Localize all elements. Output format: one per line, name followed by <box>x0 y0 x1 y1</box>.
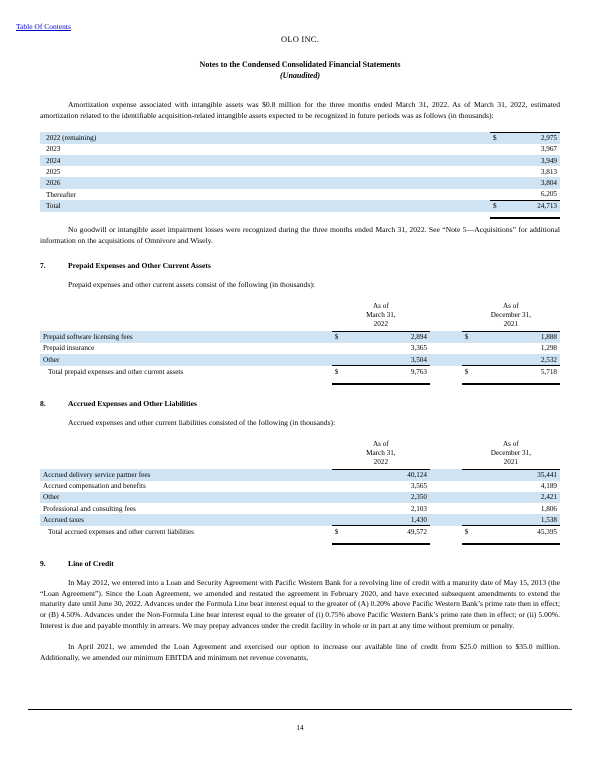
column-header: As of March 31, 2022 <box>332 300 430 331</box>
row-value: 3,949 <box>540 156 557 165</box>
currency-symbol: $ <box>332 526 354 538</box>
accrued-expenses-table <box>40 438 560 545</box>
column-header: As of March 31, 2022 <box>332 438 430 469</box>
header-blank-cell <box>40 300 300 331</box>
row-label: 2026 <box>46 178 61 187</box>
spacer-cell <box>204 189 490 201</box>
prepaid-expenses-table <box>40 300 560 384</box>
row-value: 4,189 <box>540 482 557 491</box>
table-row <box>40 503 560 514</box>
currency-symbol <box>462 481 484 492</box>
amortization-schedule-table <box>40 132 560 220</box>
note-8-number: 8. <box>40 398 46 408</box>
spacer-cell <box>430 343 462 354</box>
spacer-cell <box>300 514 332 526</box>
note-7-number: 7. <box>40 260 46 270</box>
row-value: 6,205 <box>540 190 557 199</box>
row-value: 2,421 <box>540 493 557 502</box>
note-9-title: Line of Credit <box>68 558 114 568</box>
note-9-paragraph-1: In May 2012, we entered into a Loan and Security Agreement with Pacific Western Bank for a revolving line of credit with a maturity date of May 15, 2013 (the “Loan Agreement”). Since the Loan Agreement, we amended and restated the agreement in February 2020, and have executed subsequent amendments to extend the maturity date until June 30, 2022. Advances under the Formula Line bear interest equal to the greater of (A) 0.20% above Pacific Western Bank’s prime rate then in effect; or (B) 4.50%. Advances under the Non-Formula Line bear interest equal to the greater of (i) 0.75% above Pacific Western Bank’s prime rate then in effect; or (ii) 5.00%. Interest is due and payable monthly in arrears. We may prepay advances under the credit facility in whole or in part at any time without premium or penalty. <box>40 577 560 630</box>
note-9-number: 9. <box>40 558 46 568</box>
page-number: 14 <box>296 723 304 732</box>
row-value: 2,894 <box>410 333 427 342</box>
note-8-lead-in: Accrued expenses and other current liabilities consisted of the following (in thousands): <box>68 417 336 427</box>
currency-symbol <box>462 492 484 503</box>
note-7-title: Prepaid Expenses and Other Current Assets <box>68 260 211 270</box>
header-blank-cell <box>40 438 300 469</box>
spacer-cell <box>204 144 490 155</box>
currency-symbol <box>462 469 484 481</box>
currency-symbol <box>332 354 354 366</box>
row-label: Other <box>43 356 60 365</box>
row-label: Accrued compensation and benefits <box>43 482 146 491</box>
document-subtitle: (Unaudited) <box>280 71 320 80</box>
currency-symbol: $ <box>462 366 484 378</box>
header-spacer <box>430 300 462 331</box>
row-value: 3,504 <box>410 355 427 364</box>
table-row <box>40 155 560 166</box>
note-9-heading <box>40 559 560 568</box>
row-label: Total accrued expenses and other current liabilities <box>48 528 194 537</box>
column-header: As of December 31, 2021 <box>462 300 560 331</box>
currency-symbol <box>332 469 354 481</box>
row-value: 45,395 <box>484 526 560 538</box>
table-row <box>40 343 560 354</box>
currency-symbol <box>462 514 484 526</box>
currency-symbol <box>490 155 504 166</box>
currency-symbol: $ <box>462 526 484 538</box>
row-value: 3,967 <box>540 145 557 154</box>
table-header-row <box>40 438 560 469</box>
spacer-cell <box>204 177 490 188</box>
spacer-cell <box>300 526 332 538</box>
row-value: 3,565 <box>410 482 427 491</box>
document-title: Notes to the Condensed Consolidated Financial Statements <box>199 60 401 69</box>
table-row <box>40 366 560 378</box>
table-row <box>40 526 560 538</box>
table-row <box>40 469 560 481</box>
currency-symbol <box>332 481 354 492</box>
row-value: 2,103 <box>410 504 427 513</box>
spacer-cell <box>430 503 462 514</box>
spacer-cell <box>430 354 462 366</box>
table-row <box>40 177 560 188</box>
spacer-cell <box>300 481 332 492</box>
table-header-row <box>40 300 560 331</box>
row-value: 3,804 <box>540 178 557 187</box>
amortization-intro-paragraph: Amortization expense associated with intangible assets was $0.8 million for the three months ended March 31, 2022. As of March 31, 2022, estimated amortization related to the identifiable acquisition-related intangible assets expected to be recognized in future periods was as follows (in thousands): <box>40 100 560 120</box>
table-row <box>40 514 560 526</box>
currency-symbol: $ <box>334 333 339 342</box>
currency-symbol <box>332 514 354 526</box>
spacer-cell <box>300 492 332 503</box>
spacer-cell <box>204 155 490 166</box>
note-9-paragraph-2: In April 2021, we amended the Loan Agreement and exercised our option to increase our available line of credit from $25.0 million to $35.0 million. Additionally, we amended our minimum EBITDA and minimum net revenue covenants, <box>40 641 560 662</box>
row-label: 2025 <box>46 167 61 176</box>
row-value: 5,718 <box>484 366 560 378</box>
row-value: 3,813 <box>540 167 557 176</box>
table-row <box>40 166 560 177</box>
currency-symbol <box>462 354 484 366</box>
note-8-title: Accrued Expenses and Other Liabilities <box>68 398 197 408</box>
row-value: 35,441 <box>537 471 557 480</box>
row-value: 1,538 <box>540 515 557 524</box>
header-spacer <box>300 438 332 469</box>
spacer-cell <box>300 343 332 354</box>
company-name: OLO INC. <box>281 34 319 44</box>
currency-symbol <box>490 177 504 188</box>
spacer-cell <box>300 331 332 343</box>
note-8-heading <box>40 399 560 408</box>
spacer-cell <box>430 526 462 538</box>
spacer-cell <box>300 354 332 366</box>
row-label: Thereafter <box>46 190 76 199</box>
row-value: 1,430 <box>410 515 427 524</box>
row-label: Accrued delivery service partner fees <box>43 471 151 480</box>
spacer-cell <box>300 469 332 481</box>
row-value: 49,572 <box>354 526 430 538</box>
table-bottom-rule <box>40 538 560 544</box>
row-label: Accrued taxes <box>43 516 84 525</box>
spacer-cell <box>430 492 462 503</box>
table-row <box>40 492 560 503</box>
table-row <box>40 189 560 201</box>
row-label: Total <box>46 202 61 211</box>
table-of-contents-link[interactable]: Table Of Contents <box>16 22 71 31</box>
spacer-cell <box>430 481 462 492</box>
row-value: 1,888 <box>540 333 557 342</box>
currency-symbol: $ <box>490 132 504 144</box>
row-label: Prepaid insurance <box>43 344 95 353</box>
row-label: Professional and consulting fees <box>43 504 136 513</box>
spacer-cell <box>300 366 332 378</box>
currency-symbol <box>332 343 354 354</box>
row-value: 24,713 <box>504 200 560 212</box>
spacer-cell <box>430 366 462 378</box>
table-bottom-rule <box>40 377 560 383</box>
row-label: 2022 (remaining) <box>46 134 97 143</box>
row-value: 2,350 <box>410 493 427 502</box>
goodwill-paragraph: No goodwill or intangible asset impairment losses were recognized during the three months ended March 31, 2022. See “Note 5—Acquisitions” for additional information on the acquisitions of Omnivore and Wisely. <box>40 225 560 245</box>
header-spacer <box>430 438 462 469</box>
row-value: 1,298 <box>540 344 557 353</box>
table-row <box>40 144 560 155</box>
row-label: Other <box>43 493 60 502</box>
row-value: 40,124 <box>407 471 427 480</box>
currency-symbol <box>332 503 354 514</box>
table-row <box>40 200 560 212</box>
table-row <box>40 331 560 343</box>
currency-symbol <box>462 503 484 514</box>
spacer-cell <box>204 200 490 212</box>
header-spacer <box>300 300 332 331</box>
currency-symbol: $ <box>490 200 504 212</box>
row-value: 3,365 <box>410 344 427 353</box>
note-7-lead-in: Prepaid expenses and other current assets consist of the following (in thousands): <box>68 279 315 289</box>
row-label: Prepaid software licensing fees <box>43 333 133 342</box>
row-value: 9,763 <box>354 366 430 378</box>
footer-divider <box>28 709 572 710</box>
column-header: As of December 31, 2021 <box>462 438 560 469</box>
currency-symbol: $ <box>332 366 354 378</box>
table-row <box>40 481 560 492</box>
spacer-cell <box>430 469 462 481</box>
currency-symbol <box>462 343 484 354</box>
table-row <box>40 132 560 144</box>
currency-symbol <box>332 492 354 503</box>
note-7-heading <box>40 261 560 270</box>
currency-symbol <box>490 144 504 155</box>
currency-symbol <box>490 189 504 201</box>
row-value: 2,532 <box>540 355 557 364</box>
row-value: 1,806 <box>540 504 557 513</box>
spacer-cell <box>204 166 490 177</box>
row-label: 2023 <box>46 145 61 154</box>
row-value: 2,975 <box>504 132 560 144</box>
spacer-cell <box>430 514 462 526</box>
currency-symbol <box>490 166 504 177</box>
table-row <box>40 354 560 366</box>
row-label: Total prepaid expenses and other current assets <box>48 367 184 376</box>
row-label: 2024 <box>46 156 61 165</box>
spacer-cell <box>204 132 490 144</box>
currency-symbol: $ <box>464 333 469 342</box>
spacer-cell <box>430 331 462 343</box>
spacer-cell <box>300 503 332 514</box>
table-bottom-rule <box>40 212 560 218</box>
